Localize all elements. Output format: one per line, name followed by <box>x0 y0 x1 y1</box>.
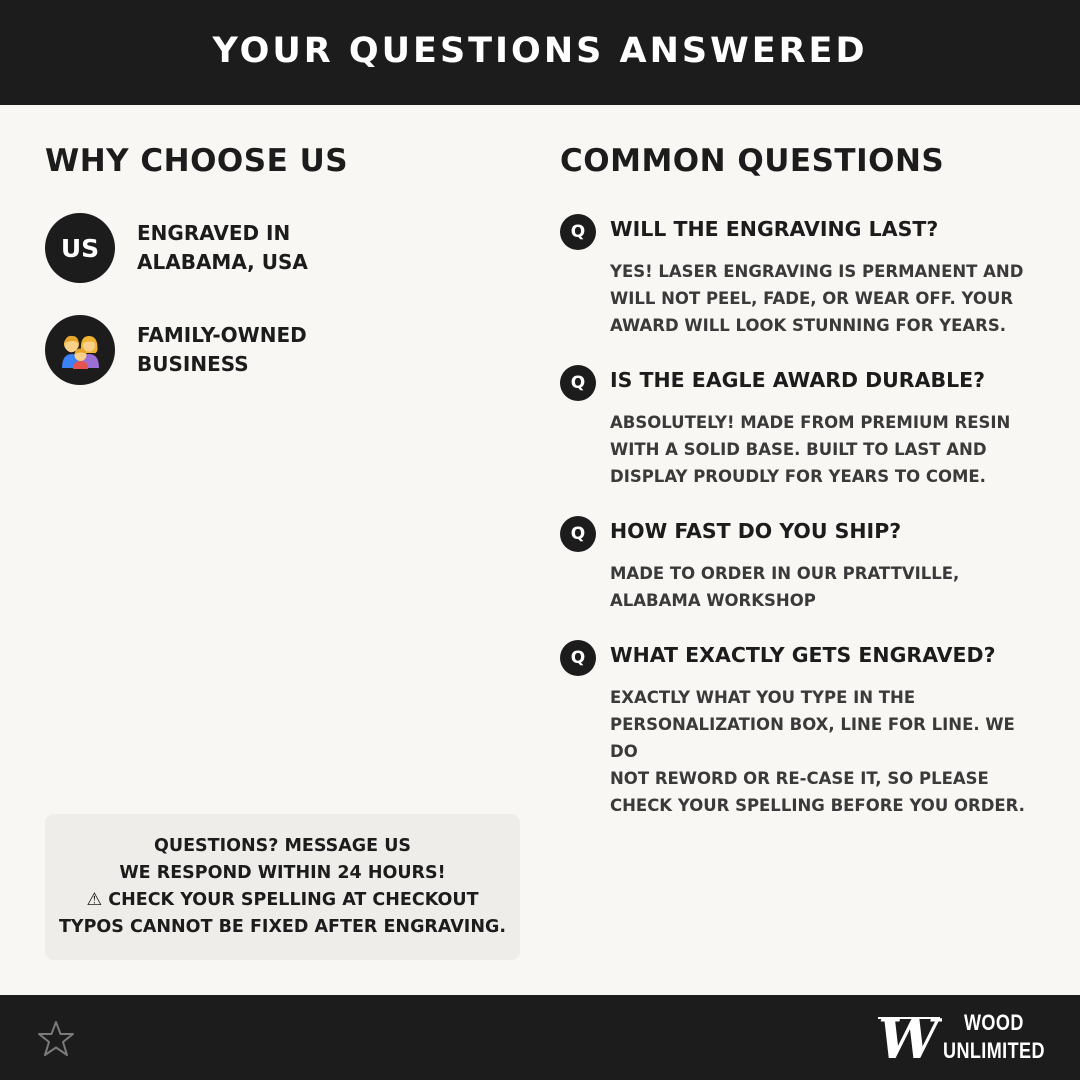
faq-answer: YES! LASER ENGRAVING IS PERMANENT AND WILL NOT PEEL, FADE, OR WEAR OFF. YOUR AWARD WILL LOOK STUNNING FOR YEARS. <box>610 262 1024 335</box>
faq-answer: ABSOLUTELY! MADE FROM PREMIUM RESIN WITH A SOLID BASE. BUILT TO LAST AND DISPLAY PROUDLY FOR YEARS TO COME. <box>610 413 1011 486</box>
question-badge: Q <box>560 214 596 250</box>
why-choose-us-title: WHY CHOOSE US <box>45 143 349 179</box>
why-item-engraved-in-usa <box>45 213 308 283</box>
why-item-family-owned <box>45 315 307 385</box>
faq-question: IS THE EAGLE AWARD DURABLE? <box>610 368 986 392</box>
logo-text-unlimited: UNLIMITED <box>943 1038 1045 1063</box>
question-badge: Q <box>560 365 596 401</box>
faq-answer: MADE TO ORDER IN OUR PRATTVILLE, ALABAMA WORKSHOP <box>610 564 960 610</box>
faq-question: HOW FAST DO YOU SHIP? <box>610 519 902 543</box>
page-header <box>0 0 1080 105</box>
faq-question: WILL THE ENGRAVING LAST? <box>610 217 939 241</box>
question-badge: Q <box>560 640 596 676</box>
faq-item <box>560 515 1045 614</box>
faq-question: WHAT EXACTLY GETS ENGRAVED? <box>610 643 996 667</box>
faq-item <box>560 639 1045 819</box>
faq-item <box>560 364 1045 490</box>
logo-mark-icon <box>876 1008 942 1066</box>
question-badge: Q <box>560 516 596 552</box>
notice-line-spelling-warning: ⚠ CHECK YOUR SPELLING AT CHECKOUT <box>86 890 479 910</box>
faq-answer: EXACTLY WHAT YOU TYPE IN THE PERSONALIZATION BOX, LINE FOR LINE. WE DO NOT REWORD OR RE-CASE IT, SO PLEASE CHECK YOUR SPELLING BEFORE YOU ORDER. <box>610 688 1025 815</box>
common-questions-title: COMMON QUESTIONS <box>560 143 945 179</box>
page-title: YOUR QUESTIONS ANSWERED <box>212 30 868 71</box>
notice-line-response-time: WE RESPOND WITHIN 24 HOURS! <box>119 863 446 883</box>
faq-item <box>560 213 1045 339</box>
why-item-label: ENGRAVED IN ALABAMA, USA <box>137 221 308 274</box>
page-footer <box>0 995 1080 1080</box>
us-badge: US <box>45 213 115 283</box>
logo-mark-letter: W <box>878 1008 939 1066</box>
wood-unlimited-logo <box>876 1008 1051 1070</box>
notice-line-message-us: QUESTIONS? MESSAGE US <box>153 836 412 856</box>
star-outline-icon <box>36 1019 76 1059</box>
family-emoji-icon <box>60 331 100 369</box>
notice-line-typos: TYPOS CANNOT BE FIXED AFTER ENGRAVING. <box>59 917 506 937</box>
family-badge <box>45 315 115 385</box>
contact-notice-box <box>45 814 520 960</box>
why-item-label: FAMILY-OWNED BUSINESS <box>137 323 307 376</box>
logo-text-wood: WOOD <box>964 1010 1024 1035</box>
